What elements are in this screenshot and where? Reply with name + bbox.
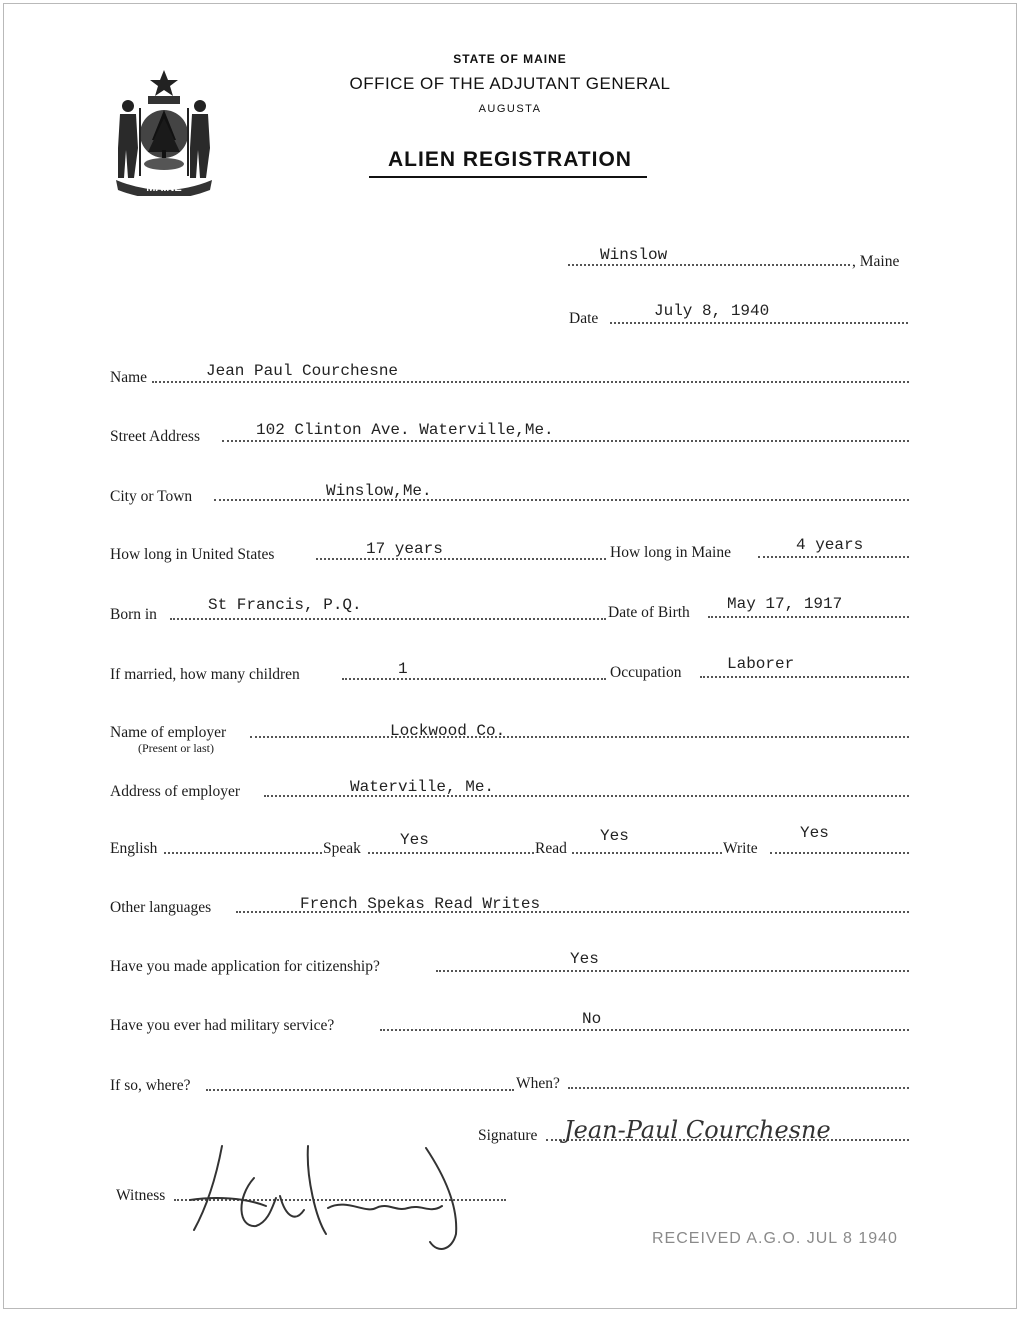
- date-of-birth-value: May 17, 1917: [727, 595, 843, 613]
- how-long-maine-label: How long in Maine: [610, 544, 731, 561]
- born-in-label: Born in: [110, 606, 157, 623]
- military-label: Have you ever had military service?: [110, 1017, 335, 1034]
- received-stamp: RECEIVED A.G.O. JUL 8 1940: [652, 1230, 898, 1247]
- date-of-birth-line: [708, 616, 909, 618]
- how-long-us-label: How long in United States: [110, 546, 275, 563]
- place-suffix: , Maine: [852, 253, 900, 270]
- date-value: July 8, 1940: [654, 302, 770, 320]
- city-or-town-line: [214, 499, 909, 501]
- children-line: [342, 678, 606, 680]
- name-value: Jean Paul Courchesne: [206, 362, 399, 380]
- children-label: If married, how many children: [110, 666, 300, 683]
- svg-text:Jean-Paul Courchesne: Jean-Paul Courchesne: [564, 1116, 831, 1144]
- witness-label: Witness: [116, 1187, 166, 1204]
- employer-sub-label: (Present or last): [138, 741, 214, 755]
- how-long-maine-line: [758, 556, 909, 558]
- name-line: [152, 381, 909, 383]
- children-value: 1: [398, 660, 408, 678]
- write-label: Write: [723, 840, 758, 857]
- date-label: Date: [569, 310, 599, 327]
- title-underline: [369, 176, 647, 178]
- english-label: English: [110, 840, 158, 857]
- maine-seal: [110, 68, 218, 196]
- occupation-value: Laborer: [727, 655, 795, 673]
- witness-signature: [176, 1138, 476, 1258]
- date-of-birth-label: Date of Birth: [608, 604, 690, 621]
- employer-label: Name of employer: [110, 724, 227, 741]
- employer-address-label: Address of employer: [110, 783, 240, 800]
- born-in-line: [170, 618, 606, 620]
- name-label: Name: [110, 369, 148, 386]
- write-line: [770, 852, 909, 854]
- how-long-us-value: 17 years: [366, 540, 443, 558]
- citizenship-line: [436, 970, 909, 972]
- read-line: [572, 852, 722, 854]
- street-address-label: Street Address: [110, 428, 200, 445]
- read-value: Yes: [600, 827, 629, 845]
- street-address-value: 102 Clinton Ave. Waterville,Me.: [256, 421, 554, 439]
- speak-line: [368, 852, 534, 854]
- military-line: [380, 1029, 909, 1031]
- svg-text:MAINE: MAINE: [146, 182, 182, 194]
- employer-value: Lockwood Co.: [390, 722, 506, 740]
- military-value: No: [582, 1010, 602, 1028]
- city-heading: AUGUSTA: [478, 103, 542, 115]
- other-languages-label: Other languages: [110, 899, 212, 916]
- speak-label: Speak: [323, 840, 361, 857]
- when-line: [568, 1087, 909, 1089]
- signature-label: Signature: [478, 1127, 538, 1144]
- citizenship-label: Have you made application for citizenship?: [110, 958, 380, 975]
- where-label: If so, where?: [110, 1077, 191, 1094]
- city-or-town-value: Winslow,Me.: [326, 482, 432, 500]
- place-value: Winslow: [600, 246, 668, 264]
- read-label: Read: [535, 840, 567, 857]
- form-title: ALIEN REGISTRATION: [388, 148, 632, 171]
- how-long-us-line: [316, 558, 606, 560]
- employer-line: [250, 736, 909, 738]
- date-line: [610, 322, 908, 324]
- state-heading: STATE OF MAINE: [453, 52, 567, 66]
- write-value: Yes: [800, 824, 829, 842]
- born-in-value: St Francis, P.Q.: [208, 596, 362, 614]
- applicant-signature: [560, 1110, 890, 1148]
- place-line: [568, 264, 850, 266]
- how-long-maine-value: 4 years: [796, 536, 864, 554]
- citizenship-value: Yes: [570, 950, 599, 968]
- occupation-line: [700, 676, 909, 678]
- other-languages-value: French Spekas Read Writes: [300, 895, 541, 913]
- when-label: When?: [516, 1075, 560, 1092]
- street-address-line: [222, 440, 909, 442]
- city-or-town-label: City or Town: [110, 488, 193, 505]
- employer-address-value: Waterville, Me.: [350, 778, 495, 796]
- occupation-label: Occupation: [610, 664, 682, 681]
- office-heading: OFFICE OF THE ADJUTANT GENERAL: [349, 74, 671, 93]
- where-line: [206, 1089, 514, 1091]
- speak-value: Yes: [400, 831, 429, 849]
- english-line: [164, 852, 322, 854]
